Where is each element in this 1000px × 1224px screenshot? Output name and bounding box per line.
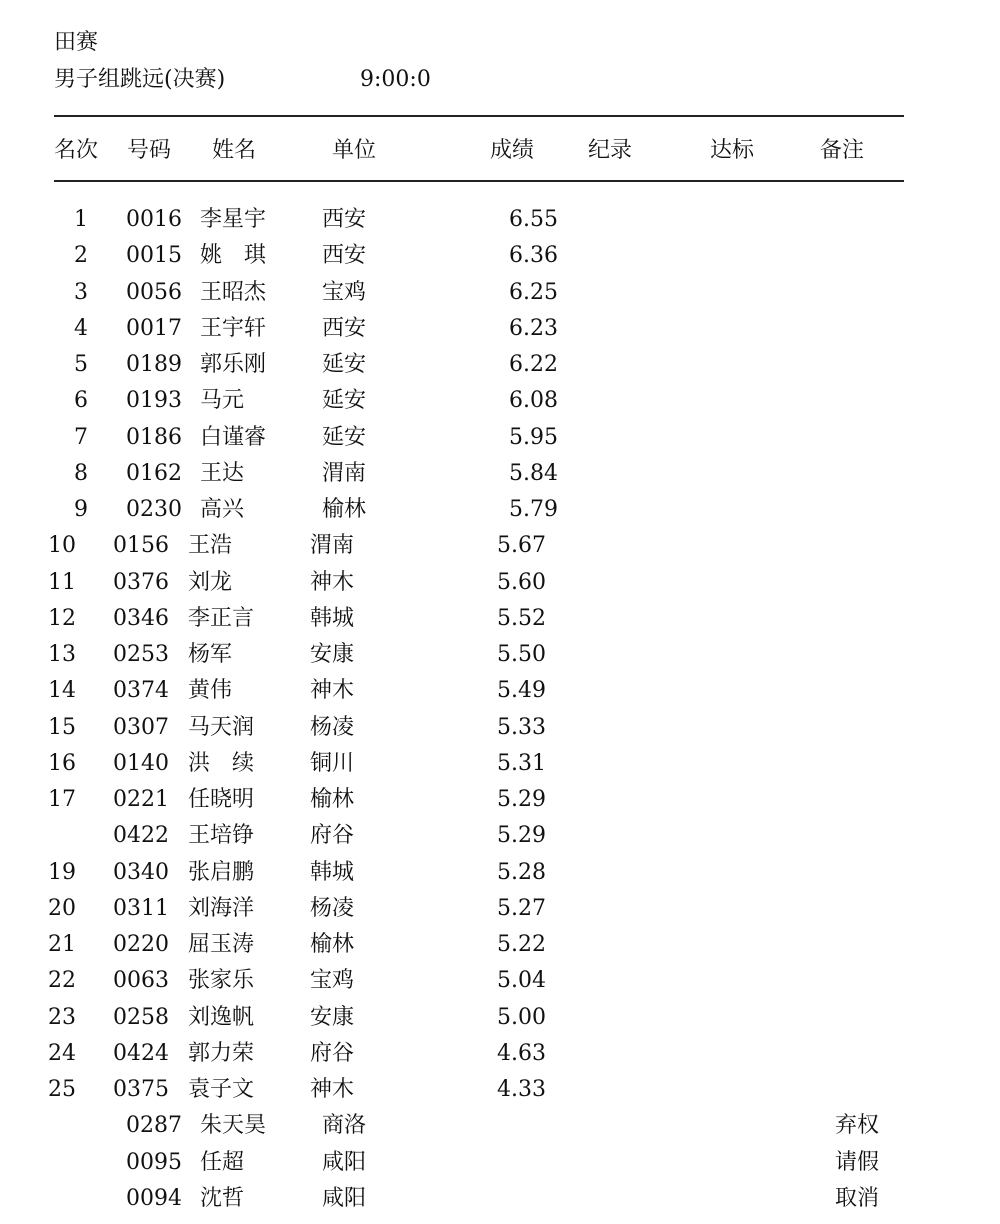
unit-cell: 府谷 xyxy=(310,823,355,849)
result-cell: 5.52 xyxy=(497,605,546,631)
number-cell: 0424 xyxy=(113,1040,169,1066)
rank-cell: 6 xyxy=(74,388,88,414)
number-cell: 0189 xyxy=(126,352,182,377)
header-top-rule xyxy=(54,115,904,117)
name-cell: 郭力荣 xyxy=(188,1040,255,1066)
table-row xyxy=(0,314,1000,344)
name-cell: 沈哲 xyxy=(200,1185,245,1211)
name-cell: 姚 琪 xyxy=(200,243,267,269)
number-cell: 0346 xyxy=(113,605,169,631)
result-cell: 5.22 xyxy=(497,932,546,957)
name-cell: 朱天昊 xyxy=(200,1113,267,1139)
result-cell: 5.67 xyxy=(497,533,546,559)
result-cell: 5.00 xyxy=(497,1004,546,1030)
number-cell: 0220 xyxy=(113,932,169,957)
unit-cell: 韩城 xyxy=(310,859,355,885)
name-cell: 王达 xyxy=(200,460,245,486)
rank-cell: 14 xyxy=(48,678,76,704)
unit-cell: 咸阳 xyxy=(322,1149,367,1175)
rank-cell: 24 xyxy=(48,1040,76,1066)
name-cell: 王浩 xyxy=(188,533,233,559)
number-cell: 0186 xyxy=(126,424,182,450)
table-row xyxy=(0,386,1000,416)
rank-cell: 2 xyxy=(74,243,88,269)
name-cell: 高兴 xyxy=(200,497,245,522)
rank-cell: 10 xyxy=(48,533,76,559)
table-row xyxy=(0,205,1000,235)
name-cell: 郭乐刚 xyxy=(200,352,267,377)
rank-cell: 3 xyxy=(74,279,88,305)
number-cell: 0307 xyxy=(113,714,169,740)
table-row xyxy=(0,1003,1000,1033)
name-cell: 白谨睿 xyxy=(200,424,267,450)
result-cell: 4.63 xyxy=(497,1040,546,1066)
unit-cell: 商洛 xyxy=(322,1113,367,1139)
number-cell: 0094 xyxy=(126,1185,182,1211)
rank-cell: 8 xyxy=(74,460,88,486)
unit-cell: 神木 xyxy=(310,678,355,704)
table-row xyxy=(0,1184,1000,1214)
table-row xyxy=(0,459,1000,489)
rank-cell: 16 xyxy=(48,750,76,776)
table-row xyxy=(0,531,1000,561)
rank-cell: 23 xyxy=(48,1004,76,1030)
result-cell: 5.79 xyxy=(509,497,558,522)
remark-cell: 取消 xyxy=(835,1185,880,1211)
number-cell: 0016 xyxy=(126,207,182,232)
name-cell: 刘海洋 xyxy=(188,895,255,921)
number-cell: 0340 xyxy=(113,859,169,885)
name-cell: 张家乐 xyxy=(188,968,255,994)
unit-cell: 杨凌 xyxy=(310,714,355,740)
number-cell: 0258 xyxy=(113,1004,169,1030)
name-cell: 张启鹏 xyxy=(188,859,255,885)
name-cell: 李正言 xyxy=(188,605,255,631)
name-cell: 屈玉涛 xyxy=(188,932,255,957)
number-cell: 0230 xyxy=(126,497,182,522)
table-row xyxy=(0,423,1000,453)
unit-cell: 杨凌 xyxy=(310,895,355,921)
table-row xyxy=(0,713,1000,743)
number-cell: 0311 xyxy=(113,895,169,921)
name-cell: 王宇轩 xyxy=(200,315,267,341)
table-row xyxy=(0,1148,1000,1178)
name-cell: 王培铮 xyxy=(188,823,255,849)
result-cell: 6.23 xyxy=(509,315,558,341)
unit-cell: 神木 xyxy=(310,1077,355,1102)
unit-cell: 铜川 xyxy=(310,750,355,776)
table-row xyxy=(0,568,1000,598)
table-row xyxy=(0,495,1000,525)
col-standard-header: 达标 xyxy=(710,138,755,163)
event-time: 9:00:0 xyxy=(360,67,431,92)
result-cell: 5.95 xyxy=(509,424,558,450)
result-cell: 5.33 xyxy=(497,714,546,740)
table-row xyxy=(0,604,1000,634)
table-row xyxy=(0,1039,1000,1069)
number-cell: 0056 xyxy=(126,279,182,305)
table-row xyxy=(0,821,1000,851)
name-cell: 刘逸帆 xyxy=(188,1004,255,1030)
col-unit-header: 单位 xyxy=(332,138,377,163)
number-cell: 0095 xyxy=(126,1149,182,1175)
result-cell: 5.84 xyxy=(509,460,558,486)
table-row xyxy=(0,640,1000,670)
number-cell: 0253 xyxy=(113,642,169,667)
unit-cell: 咸阳 xyxy=(322,1185,367,1211)
name-cell: 马元 xyxy=(200,388,245,414)
number-cell: 0193 xyxy=(126,388,182,414)
col-record-header: 纪录 xyxy=(588,138,633,163)
number-cell: 0162 xyxy=(126,460,182,486)
result-cell: 5.49 xyxy=(497,678,546,704)
result-cell: 6.36 xyxy=(509,243,558,269)
number-cell: 0156 xyxy=(113,533,169,559)
unit-cell: 西安 xyxy=(322,243,367,269)
rank-cell: 22 xyxy=(48,968,76,994)
result-cell: 5.04 xyxy=(497,968,546,994)
rank-cell: 12 xyxy=(48,605,76,631)
unit-cell: 安康 xyxy=(310,1004,355,1030)
header-bottom-rule xyxy=(54,180,904,182)
table-row xyxy=(0,350,1000,380)
name-cell: 刘龙 xyxy=(188,569,233,595)
unit-cell: 西安 xyxy=(322,315,367,341)
number-cell: 0017 xyxy=(126,315,182,341)
category-title: 田赛 xyxy=(54,30,99,55)
result-cell: 5.50 xyxy=(497,642,546,667)
name-cell: 杨军 xyxy=(188,642,233,667)
unit-cell: 延安 xyxy=(322,424,367,450)
table-row xyxy=(0,1075,1000,1105)
number-cell: 0221 xyxy=(113,787,169,812)
col-rank-header: 名次 xyxy=(54,138,99,163)
rank-cell: 1 xyxy=(74,207,88,232)
remark-cell: 弃权 xyxy=(835,1113,880,1139)
name-cell: 袁子文 xyxy=(188,1077,255,1102)
unit-cell: 渭南 xyxy=(310,533,355,559)
unit-cell: 榆林 xyxy=(310,932,355,957)
result-cell: 6.55 xyxy=(509,207,558,232)
result-cell: 5.31 xyxy=(497,750,546,776)
result-cell: 6.25 xyxy=(509,279,558,305)
table-row xyxy=(0,241,1000,271)
name-cell: 李星宇 xyxy=(200,207,267,232)
unit-cell: 延安 xyxy=(322,388,367,414)
number-cell: 0374 xyxy=(113,678,169,704)
rank-cell: 21 xyxy=(48,932,76,957)
col-name-header: 姓名 xyxy=(212,138,257,163)
table-row xyxy=(0,1111,1000,1141)
table-row xyxy=(0,278,1000,308)
result-cell: 5.29 xyxy=(497,823,546,849)
unit-cell: 府谷 xyxy=(310,1040,355,1066)
name-cell: 任晓明 xyxy=(188,787,255,812)
number-cell: 0287 xyxy=(126,1113,182,1139)
rank-cell: 19 xyxy=(48,859,76,885)
col-number-header: 号码 xyxy=(127,138,172,163)
unit-cell: 榆林 xyxy=(322,497,367,522)
name-cell: 任超 xyxy=(200,1149,245,1175)
table-row xyxy=(0,676,1000,706)
result-cell: 5.28 xyxy=(497,859,546,885)
number-cell: 0375 xyxy=(113,1077,169,1102)
unit-cell: 宝鸡 xyxy=(310,968,355,994)
col-remark-header: 备注 xyxy=(820,138,865,163)
rank-cell: 11 xyxy=(48,569,76,595)
unit-cell: 西安 xyxy=(322,207,367,232)
rank-cell: 20 xyxy=(48,895,76,921)
rank-cell: 17 xyxy=(48,787,76,812)
table-row xyxy=(0,966,1000,996)
rank-cell: 9 xyxy=(74,497,88,522)
table-row xyxy=(0,785,1000,815)
unit-cell: 韩城 xyxy=(310,605,355,631)
name-cell: 马天润 xyxy=(188,714,255,740)
result-cell: 5.29 xyxy=(497,787,546,812)
rank-cell: 25 xyxy=(48,1077,76,1102)
number-cell: 0140 xyxy=(113,750,169,776)
table-row xyxy=(0,749,1000,779)
number-cell: 0376 xyxy=(113,569,169,595)
rank-cell: 7 xyxy=(74,424,88,450)
unit-cell: 延安 xyxy=(322,352,367,377)
remark-cell: 请假 xyxy=(835,1149,880,1175)
unit-cell: 安康 xyxy=(310,642,355,667)
table-row xyxy=(0,894,1000,924)
result-cell: 5.60 xyxy=(497,569,546,595)
table-row xyxy=(0,930,1000,960)
event-title: 男子组跳远(决赛) xyxy=(54,67,226,92)
col-result-header: 成绩 xyxy=(490,138,535,163)
number-cell: 0015 xyxy=(126,243,182,269)
name-cell: 王昭杰 xyxy=(200,279,267,305)
rank-cell: 13 xyxy=(48,642,76,667)
result-cell: 6.22 xyxy=(509,352,558,377)
name-cell: 洪 续 xyxy=(188,750,255,776)
number-cell: 0063 xyxy=(113,968,169,994)
unit-cell: 宝鸡 xyxy=(322,279,367,305)
number-cell: 0422 xyxy=(113,823,169,849)
result-cell: 6.08 xyxy=(509,388,558,414)
rank-cell: 5 xyxy=(74,352,88,377)
unit-cell: 神木 xyxy=(310,569,355,595)
rank-cell: 15 xyxy=(48,714,76,740)
name-cell: 黄伟 xyxy=(188,678,233,704)
result-cell: 5.27 xyxy=(497,895,546,921)
table-row xyxy=(0,858,1000,888)
unit-cell: 渭南 xyxy=(322,460,367,486)
result-cell: 4.33 xyxy=(497,1077,546,1102)
unit-cell: 榆林 xyxy=(310,787,355,812)
rank-cell: 4 xyxy=(74,315,88,341)
